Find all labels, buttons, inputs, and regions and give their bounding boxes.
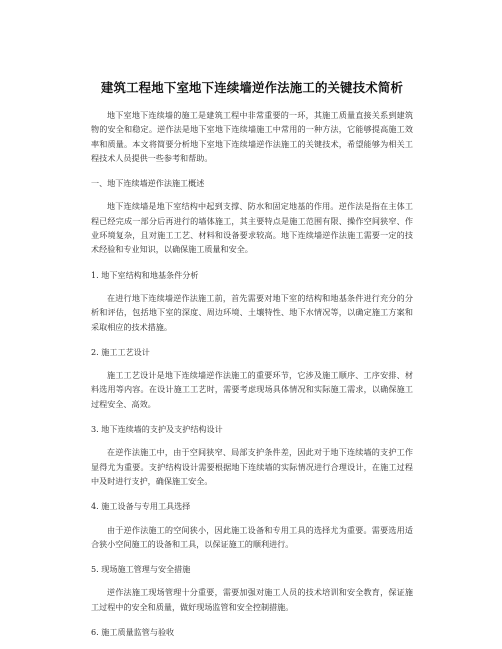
section-1-paragraph: 在进行地下连续墙逆作法施工前，首先需要对地下室的结构和地基条件进行充分的分析和评估，包括地下室的深度、周边环境、土壤特性、地下水情况等，以确定施工方案和采取相应的技术措施。 — [91, 292, 413, 332]
section-heading-2: 2. 施工工艺设计 — [91, 346, 150, 357]
section-heading-4: 4. 施工设备与专用工具选择 — [91, 501, 191, 512]
document-title: 建筑工程地下室地下连续墙逆作法施工的关键技术简析 — [100, 80, 404, 95]
section-3-paragraph: 在逆作法施工中，由于空间狭窄、局部支护条件差，因此对于地下连续墙的支护工作显得尤为重要。支护结构设计需要根据地下连续墙的实际情况进行合理设计，在施工过程中及时进行支护，确保施工安全。 — [91, 447, 413, 486]
section-heading-1: 1. 地下室结构和地基条件分析 — [91, 269, 199, 280]
section-heading-5: 5. 现场施工管理与安全措施 — [91, 564, 191, 575]
section-heading-overview: 一、地下连续墙逆作法施工概述 — [91, 178, 205, 189]
section-2-paragraph: 施工工艺设计是地下连续墙逆作法施工的重要环节，它涉及施工顺序、工序安排、材料选用等内容。在设计施工工艺时，需要考虑现场具体情况和实际施工需求，以确保施工过程安全、高效。 — [91, 370, 413, 409]
section-heading-6: 6. 施工质量监管与验收 — [91, 627, 175, 638]
overview-paragraph: 地下连续墙是地下室结构中起到支撑、防水和固定地基的作用。逆作法是指在主体工程已经完成一部分后再进行的墙体施工，其主要特点是施工范围有限、操作空间狭窄、作业环境复杂，且对施工工艺、材料和设备要求较高。地下连续墙逆作法施工需要一定的技术经验和专业知识，以确保施工质量和安全。 — [91, 201, 413, 255]
intro-paragraph: 地下室地下连续墙的施工是建筑工程中非常重要的一环，其施工质量直接关系到建筑物的安全和稳定。逆作法是地下室地下连续墙施工中常用的一种方法，它能够提高施工效率和质量。本文将简要分析地下室地下连续墙逆作法施工的关键技术，希望能够为相关工程技术人员提供一些参考和帮助。 — [91, 110, 413, 163]
section-4-paragraph: 由于逆作法施工的空间狭小，因此施工设备和专用工具的选择尤为重要。需要选用适合狭小空间施工的设备和工具，以保证施工的顺利进行。 — [91, 524, 413, 549]
document-page — [91, 80, 413, 648]
section-5-paragraph: 逆作法施工现场管理十分重要，需要加强对施工人员的技术培训和安全教育，保证施工过程中的安全和质量，做好现场监管和安全控制措施。 — [91, 587, 413, 612]
section-heading-3: 3. 地下连续墙的支护及支护结构设计 — [91, 424, 223, 435]
